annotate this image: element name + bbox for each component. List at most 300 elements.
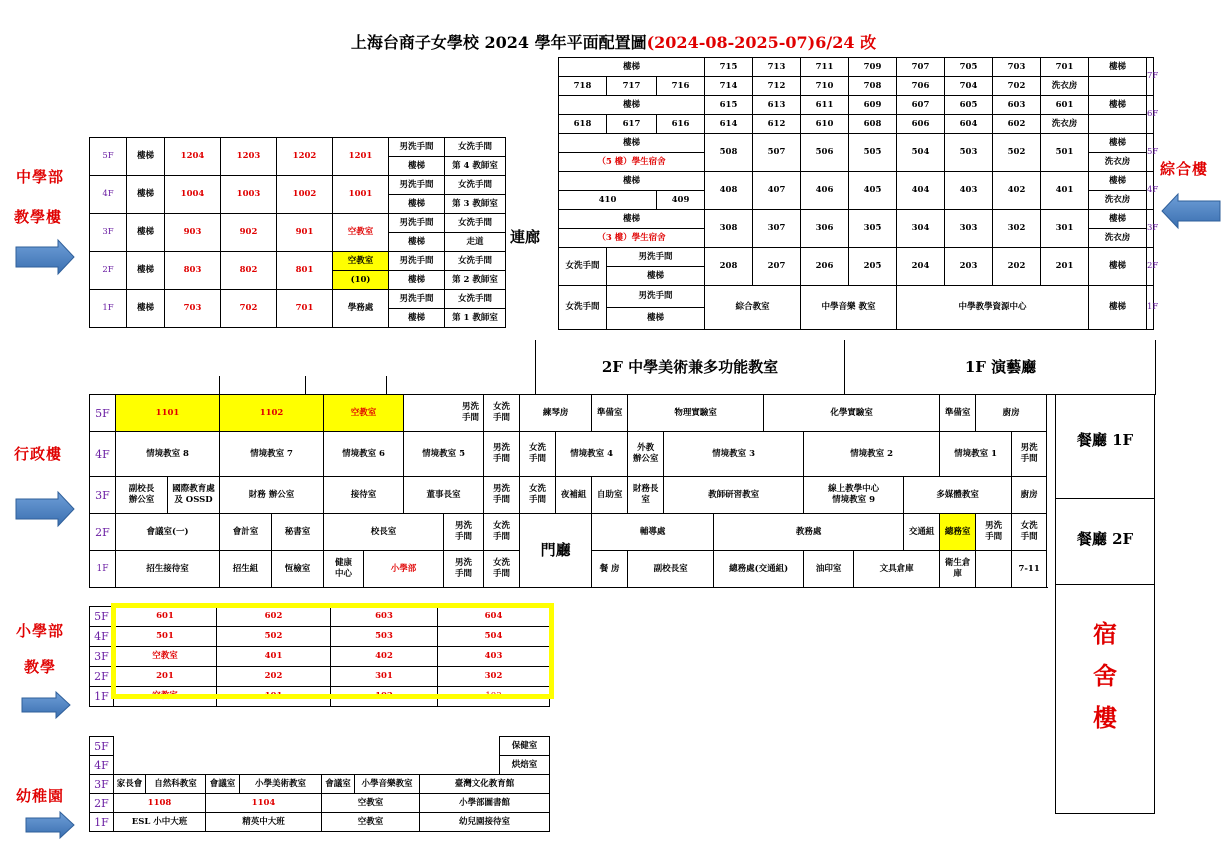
- room: 201: [114, 667, 217, 687]
- room: 701: [1041, 58, 1089, 77]
- teacher-office: 第 1 教師室: [445, 309, 506, 328]
- room: 408: [705, 172, 753, 210]
- floor-label: 3F: [90, 775, 114, 794]
- room: 208: [705, 248, 753, 286]
- label-teaching-building: 教學樓: [14, 208, 63, 226]
- divider: [386, 376, 387, 394]
- restroom-men: 男洗手間: [607, 286, 705, 308]
- room: 205: [849, 248, 897, 286]
- physics-lab: 物理實驗室: [628, 395, 764, 432]
- room: 404: [897, 172, 945, 210]
- room: 715: [705, 58, 753, 77]
- restroom-men: 男洗 手間: [484, 432, 520, 477]
- room: 718: [559, 77, 607, 96]
- floor-label: 3F: [90, 477, 116, 514]
- room: 506: [801, 134, 849, 172]
- stairs: 樓梯: [1089, 172, 1147, 191]
- corridor: 連廊: [510, 228, 541, 246]
- kindergarten-reception: 幼兒園接待室: [420, 813, 550, 832]
- stairs: 樓梯: [559, 210, 705, 229]
- stairs: 樓梯: [559, 172, 705, 191]
- room: 602: [217, 607, 331, 627]
- room: 606: [897, 115, 945, 134]
- principal-office: 校長室: [324, 514, 444, 551]
- page-title: 上海台商子女學校 2024 學年平面配置圖(2024-08-2025-07)6/24 改: [350, 33, 877, 52]
- room: 503: [331, 627, 438, 647]
- restroom-women: 女洗手間: [445, 138, 506, 157]
- arrow-right-icon: [20, 690, 72, 720]
- floor-label: 3F: [1147, 210, 1154, 248]
- label-middle-school: 中學部: [16, 168, 65, 186]
- stationery: 文具倉庫: [854, 551, 940, 588]
- room: 407: [753, 172, 801, 210]
- room: 615: [705, 96, 753, 115]
- floor-label: 5F: [90, 737, 114, 756]
- room-empty: 空教室: [322, 813, 420, 832]
- admissions-reception: 招生接待室: [116, 551, 220, 588]
- restroom-women: 女洗 手間: [484, 551, 520, 588]
- intl-education: 國際教育處 及 OSSD: [168, 477, 220, 514]
- dorm-building: 宿 舍 樓: [1093, 619, 1117, 732]
- room: 206: [801, 248, 849, 286]
- prep-room: 準備室: [592, 395, 628, 432]
- classroom: 情境教室 3: [664, 432, 804, 477]
- finance-office: 財務 辦公室: [220, 477, 324, 514]
- sanitation-storage: 衛生倉 庫: [940, 551, 976, 588]
- room: 101: [217, 687, 331, 707]
- restroom-men: 男洗手間: [389, 214, 445, 233]
- room: 712: [753, 77, 801, 96]
- kindergarten-building: [89, 736, 550, 832]
- stairs: 樓梯: [559, 58, 705, 77]
- prep-room: 準備室: [940, 395, 976, 432]
- room: 303: [945, 210, 993, 248]
- floor-label: 2F: [1147, 248, 1154, 286]
- room: 502: [217, 627, 331, 647]
- performance-hall: 1F 演藝廳: [964, 358, 1037, 376]
- pta-room: 家長會: [114, 775, 146, 794]
- stairs: 樓梯: [559, 96, 705, 115]
- general-affairs-office: 總務處(交通組): [714, 551, 804, 588]
- restroom-men: 男洗 手間: [404, 395, 484, 432]
- room: 710: [801, 77, 849, 96]
- room: 207: [753, 248, 801, 286]
- health-center: 健康 中心: [324, 551, 364, 588]
- resource-center: 中學教學資源中心: [897, 286, 1089, 330]
- room: 301: [1041, 210, 1089, 248]
- room: 703: [993, 58, 1041, 77]
- room: 603: [331, 607, 438, 627]
- teacher-office: 第 4 教師室: [445, 157, 506, 176]
- middle-teaching-building: [89, 137, 506, 328]
- room-empty: 空教室: [114, 687, 217, 707]
- baking-room: 烘焙室: [500, 756, 550, 775]
- room: 202: [217, 667, 331, 687]
- room: 504: [438, 627, 550, 647]
- room: 602: [993, 115, 1041, 134]
- room: 708: [849, 77, 897, 96]
- laundry: 洗衣房: [1041, 115, 1089, 134]
- room: 601: [1041, 96, 1089, 115]
- foreign-teacher-office: 外教 辦公室: [628, 432, 664, 477]
- room-empty: 空教室: [324, 395, 404, 432]
- room: 201: [1041, 248, 1089, 286]
- room: 713: [753, 58, 801, 77]
- room: 604: [945, 115, 993, 134]
- label-kindergarten: 幼稚園: [16, 787, 65, 805]
- room-empty: 空教室: [114, 647, 217, 667]
- room: 402: [331, 647, 438, 667]
- meeting-room: 會議室: [206, 775, 240, 794]
- restroom-men: 男洗 手間: [484, 477, 520, 514]
- room-empty: 空教室: [333, 252, 389, 271]
- stairs: 樓梯: [1089, 210, 1147, 229]
- room: 504: [897, 134, 945, 172]
- room: 714: [705, 77, 753, 96]
- science-room: 自然科教室: [146, 775, 206, 794]
- room: 616: [657, 115, 705, 134]
- general-affairs: 總務室: [940, 514, 976, 551]
- floor-label: 2F: [90, 514, 116, 551]
- elite-class: 精英中大班: [206, 813, 322, 832]
- room: 903: [165, 214, 221, 252]
- dining-2f: 餐廳 2F: [1056, 499, 1154, 585]
- stairs: 樓梯: [1089, 248, 1147, 286]
- label-composite-building: 綜合樓: [1160, 160, 1209, 178]
- primary-office: 小學部: [364, 551, 444, 588]
- room: 1102: [220, 395, 324, 432]
- room: 702: [221, 290, 277, 328]
- room: 302: [438, 667, 550, 687]
- room: 716: [657, 77, 705, 96]
- vice-principal-office: 副校長 辦公室: [116, 477, 168, 514]
- room: 711: [801, 58, 849, 77]
- room: 304: [897, 210, 945, 248]
- arrow-left-icon: [1160, 192, 1222, 230]
- classroom: 情境教室 7: [220, 432, 324, 477]
- floor-label: 1F: [1147, 286, 1154, 330]
- room: 1104: [206, 794, 322, 813]
- stairs: 樓梯: [127, 176, 165, 214]
- room: 508: [705, 134, 753, 172]
- meeting-room: 會議室: [322, 775, 355, 794]
- room: 409: [657, 191, 705, 210]
- stairs: 樓梯: [607, 267, 705, 286]
- room: 410: [559, 191, 657, 210]
- blank: [976, 551, 1012, 588]
- room: 102: [331, 687, 438, 707]
- floor-label: 2F: [90, 252, 127, 290]
- dining-dorm-building: [1055, 394, 1155, 814]
- kitchen: 廚房: [1012, 477, 1047, 514]
- floor-label: 5F: [90, 138, 127, 176]
- restroom-women: 女洗 手間: [520, 477, 556, 514]
- restroom-women: 女洗 手間: [484, 514, 520, 551]
- floor-label: 5F: [90, 607, 114, 627]
- student-affairs: 學務處: [333, 290, 389, 328]
- blank: [114, 737, 500, 756]
- teacher-office: 第 3 教師室: [445, 195, 506, 214]
- floor-label: 2F: [90, 667, 114, 687]
- restroom-women: 女洗 手間: [1012, 514, 1047, 551]
- admin-building: [89, 394, 1047, 588]
- floor-label: 4F: [1147, 172, 1154, 210]
- print-room: 油印室: [804, 551, 854, 588]
- room: 1101: [116, 395, 220, 432]
- room: 901: [277, 214, 333, 252]
- restroom-men: 男洗 手間: [444, 514, 484, 551]
- classroom: 情境教室 4: [556, 432, 628, 477]
- room-empty: 空教室: [333, 214, 389, 252]
- blank: [114, 756, 500, 775]
- floor-label: 1F: [90, 813, 114, 832]
- room: 614: [705, 115, 753, 134]
- composite-building: [558, 57, 1159, 330]
- room: 202: [993, 248, 1041, 286]
- student-dorm: （5 樓）學生宿舍: [559, 153, 705, 172]
- laundry: 洗衣房: [1089, 153, 1147, 172]
- restroom-women: 女洗 手間: [520, 432, 556, 477]
- room: 308: [705, 210, 753, 248]
- room: 1004: [165, 176, 221, 214]
- room: 706: [897, 77, 945, 96]
- stairs: 樓梯: [559, 134, 705, 153]
- hall-band: [535, 340, 1156, 395]
- floor-label: 1F: [90, 290, 127, 328]
- highlight-frame: [111, 603, 554, 699]
- reception: 接待室: [324, 477, 404, 514]
- room: 505: [849, 134, 897, 172]
- restroom-women: 女洗手間: [445, 214, 506, 233]
- floor-label: 1F: [90, 551, 116, 588]
- room: 902: [221, 214, 277, 252]
- room: 403: [945, 172, 993, 210]
- stairs: 樓梯: [1089, 286, 1147, 330]
- stairs: 樓梯: [127, 252, 165, 290]
- floor-label: 3F: [90, 647, 114, 667]
- multipurpose-room: 綜合教室: [705, 286, 801, 330]
- pantry: 餐 房: [592, 551, 628, 588]
- stairs: 樓梯: [607, 308, 705, 330]
- music-room: 小學音樂教室: [355, 775, 420, 794]
- restroom-men: 男洗手間: [389, 290, 445, 309]
- floor-label: 5F: [90, 395, 116, 432]
- room: 717: [607, 77, 657, 96]
- room: 613: [753, 96, 801, 115]
- room: 801: [277, 252, 333, 290]
- room: 1003: [221, 176, 277, 214]
- inspection: 恆檢室: [272, 551, 324, 588]
- room: 302: [993, 210, 1041, 248]
- restroom-men: 男洗 手間: [976, 514, 1012, 551]
- room: 507: [753, 134, 801, 172]
- floor-label: 1F: [90, 687, 114, 707]
- lobby: 門廳: [520, 514, 592, 588]
- laundry: 洗衣房: [1089, 229, 1147, 248]
- arrow-right-icon: [24, 810, 76, 840]
- floor-label: 5F: [1147, 134, 1154, 172]
- restroom-women: 女洗手間: [559, 286, 607, 330]
- room: 618: [559, 115, 607, 134]
- floor-label: 7F: [1147, 58, 1154, 96]
- classroom: 情境教室 6: [324, 432, 404, 477]
- room: 612: [753, 115, 801, 134]
- room: 405: [849, 172, 897, 210]
- room: 617: [607, 115, 657, 134]
- restroom-men: 男洗手間: [389, 252, 445, 271]
- accounting: 會計室: [220, 514, 272, 551]
- label-teaching: 教學: [24, 658, 57, 676]
- culture-hall: 臺灣文化教育館: [420, 775, 550, 794]
- classroom: 情境教室 5: [404, 432, 484, 477]
- room: 1202: [277, 138, 333, 176]
- floor-label: 4F: [90, 756, 114, 775]
- kitchen: 廚房: [976, 395, 1047, 432]
- room: 401: [217, 647, 331, 667]
- room: 1108: [114, 794, 206, 813]
- room: 306: [801, 210, 849, 248]
- esl-class: ESL 小中大班: [114, 813, 206, 832]
- room: 705: [945, 58, 993, 77]
- room: 601: [114, 607, 217, 627]
- restroom-men: 男洗 手間: [444, 551, 484, 588]
- divider: [219, 376, 220, 394]
- room: 203: [945, 248, 993, 286]
- stairs: 樓梯: [127, 290, 165, 328]
- room: 503: [945, 134, 993, 172]
- cfo-office: 財務長 室: [628, 477, 664, 514]
- corridor-way: 走道: [445, 233, 506, 252]
- room: 301: [331, 667, 438, 687]
- restroom-women: 女洗手間: [445, 290, 506, 309]
- stairs: 樓梯: [389, 271, 445, 290]
- admissions: 招生組: [220, 551, 272, 588]
- stairs: 樓梯: [389, 157, 445, 176]
- restroom-women: 女洗手間: [559, 248, 607, 286]
- academic-affairs: 教務處: [714, 514, 904, 551]
- room: 501: [1041, 134, 1089, 172]
- room: 604: [438, 607, 550, 627]
- room: 707: [897, 58, 945, 77]
- teacher-office: 第 2 教師室: [445, 271, 506, 290]
- room: 402: [993, 172, 1041, 210]
- chairman-office: 董事長室: [404, 477, 484, 514]
- room: 605: [945, 96, 993, 115]
- library: 小學部圖書館: [420, 794, 550, 813]
- convenience-store: 7-11: [1012, 551, 1047, 588]
- restroom-men: 男洗手間: [389, 176, 445, 195]
- room: 608: [849, 115, 897, 134]
- room: 610: [801, 115, 849, 134]
- stairs: 樓梯: [389, 233, 445, 252]
- restroom-men: 男洗手間: [389, 138, 445, 157]
- room-empty: 空教室: [322, 794, 420, 813]
- room: 709: [849, 58, 897, 77]
- night-duty: 夜補組: [556, 477, 592, 514]
- floor-label: 4F: [90, 627, 114, 647]
- floor-label: 4F: [90, 176, 127, 214]
- room: 802: [221, 252, 277, 290]
- floor-label: 4F: [90, 432, 116, 477]
- room: 305: [849, 210, 897, 248]
- dining-1f: 餐廳 1F: [1056, 395, 1154, 499]
- chemistry-lab: 化學實驗室: [764, 395, 940, 432]
- classroom: 情境教室 2: [804, 432, 940, 477]
- online-center: 線上教學中心 情境教室 9: [804, 477, 904, 514]
- classroom: 情境教室 8: [116, 432, 220, 477]
- multimedia-room: 多媒體教室: [904, 477, 1012, 514]
- arrow-right-icon: [14, 238, 76, 276]
- room: 403: [438, 647, 550, 667]
- counseling: 輔導處: [592, 514, 714, 551]
- room: 307: [753, 210, 801, 248]
- label-primary-school: 小學部: [16, 622, 65, 640]
- teacher-training: 教師研習教室: [664, 477, 804, 514]
- restroom-men: 男洗 手間: [1012, 432, 1047, 477]
- restroom-women: 女洗手間: [445, 252, 506, 271]
- room: 609: [849, 96, 897, 115]
- stairs: 樓梯: [1089, 134, 1147, 153]
- arrow-right-icon: [14, 490, 76, 528]
- room: 103: [438, 687, 550, 707]
- room: 1001: [333, 176, 389, 214]
- stairs: 樓梯: [1089, 58, 1147, 77]
- floor-label: 3F: [90, 214, 127, 252]
- floor-label: 6F: [1147, 96, 1154, 134]
- self-study: 自助室: [592, 477, 628, 514]
- room: 607: [897, 96, 945, 115]
- room: 803: [165, 252, 221, 290]
- meeting-room: 會議室(一): [116, 514, 220, 551]
- art-room: 2F 中學美術兼多功能教室: [536, 340, 845, 394]
- stairs: 樓梯: [127, 214, 165, 252]
- health-room: 保健室: [500, 737, 550, 756]
- laundry: 洗衣房: [1089, 191, 1147, 210]
- room: 1204: [165, 138, 221, 176]
- room: 1002: [277, 176, 333, 214]
- laundry: 洗衣房: [1041, 77, 1089, 96]
- restroom-women: 女洗 手間: [484, 395, 520, 432]
- music-room: 中學音樂 教室: [801, 286, 897, 330]
- stairs: 樓梯: [1089, 96, 1147, 115]
- piano-room: 練琴房: [520, 395, 592, 432]
- stairs: 樓梯: [389, 195, 445, 214]
- vice-principal-room: 副校長室: [628, 551, 714, 588]
- art-room: 小學美術教室: [240, 775, 322, 794]
- room: 502: [993, 134, 1041, 172]
- student-dorm: （3 樓）學生宿舍: [559, 229, 705, 248]
- room: 204: [897, 248, 945, 286]
- floor-label: 2F: [90, 794, 114, 813]
- room: 1203: [221, 138, 277, 176]
- room: 1201: [333, 138, 389, 176]
- classroom: 情境教室 1: [940, 432, 1012, 477]
- room: 611: [801, 96, 849, 115]
- room: 702: [993, 77, 1041, 96]
- restroom-women: 女洗手間: [445, 176, 506, 195]
- restroom-men: 男洗手間: [607, 248, 705, 267]
- room: 406: [801, 172, 849, 210]
- divider: [305, 376, 306, 394]
- room: 603: [993, 96, 1041, 115]
- room: 703: [165, 290, 221, 328]
- transport: 交通組: [904, 514, 940, 551]
- room: 501: [114, 627, 217, 647]
- room: 701: [277, 290, 333, 328]
- room-number: (10): [333, 271, 389, 290]
- secretary: 秘書室: [272, 514, 324, 551]
- room: 704: [945, 77, 993, 96]
